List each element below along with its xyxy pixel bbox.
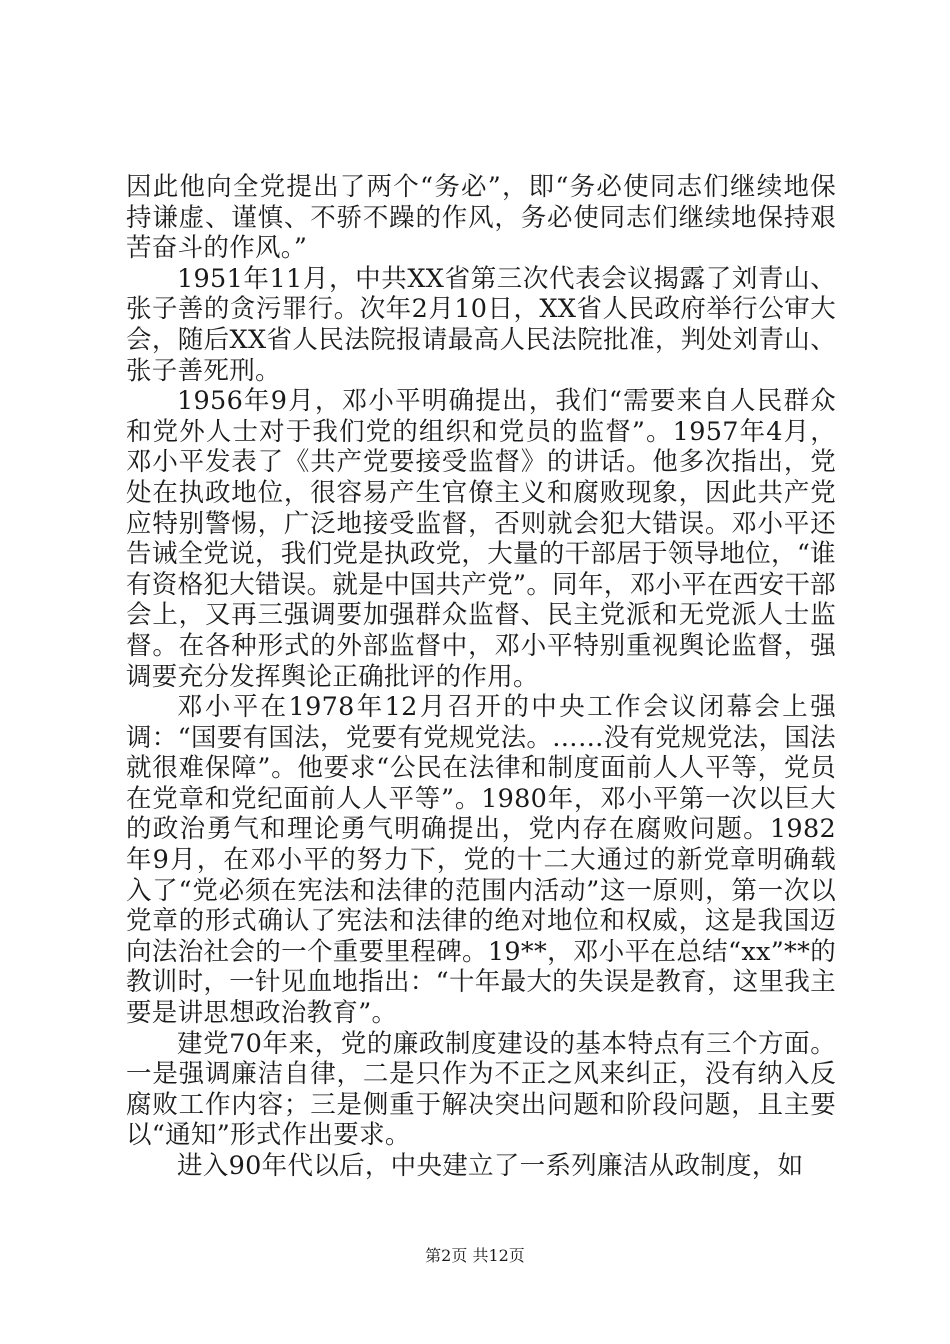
paragraph-6: 进入90年代以后，中央建立了一系列廉洁从政制度，如	[177, 1151, 804, 1181]
paragraph-4: 邓小平在1978年12月召开的中央工作会议闭幕会上强调：“国要有国法，党要有党规党法。……没有党规党法，国法就很难保障”。他要求“公民在法律和制度面前人人平等，党员在党章和党纪面前人人平等”。1980年，邓小平第一次以巨大的政治勇气和理论勇气明确提出，党内存在腐败问题。1982年9月，在邓小平的努力下，党的十二大通过的新党章明确载入了“党必须在宪法和法律的范围内活动”这一原则，第一次以党章的形式确认了宪法和法律的绝对地位和权威，这是我国迈向法治社会的一个重要里程碑。19**，邓小平在总结“xx”**的教训时，一针见血地指出：“十年最大的失误是教育，这里我主要是讲思想政治教育”。	[126, 692, 836, 1029]
paragraph-2: 1951年11月，中共XX省第三次代表会议揭露了刘青山、张子善的贪污罪行。次年2月10日，XX省人民政府举行公审大会，随后XX省人民法院报请最高人民法院批准，判处刘青山、张子善死刑。	[126, 263, 836, 386]
paragraph-1: 因此他向全党提出了两个“务必”，即“务必使同志们继续地保持谦虚、谨慎、不骄不躁的作风，务必使同志们继续地保持艰苦奋斗的作风。”	[126, 172, 836, 264]
paragraph-3: 1956年9月，邓小平明确提出，我们“需要来自人民群众和党外人士对于我们党的组织和党员的监督”。1957年4月，邓小平发表了《共产党要接受监督》的讲话。他多次指出，党处在执政地位，很容易产生官僚主义和腐败现象，因此共产党应特别警惕，广泛地接受监督，否则就会犯大错误。邓小平还告诫全党说，我们党是执政党，大量的干部居于领导地位，“谁有资格犯大错误。就是中国共产党”。同年，邓小平在西安干部会上，又再三强调要加强群众监督、民主党派和无党派人士监督。在各种形式的外部监督中，邓小平特别重视舆论监督，强调要充分发挥舆论正确批评的作用。	[126, 386, 836, 692]
paragraph-5: 建党70年来，党的廉政制度建设的基本特点有三个方面。一是强调廉洁自律，二是只作为不正之风来纠正，没有纳入反腐败工作内容；三是侧重于解决突出问题和阶段问题，且主要以“通知”形式作出要求。	[126, 1028, 836, 1151]
page-footer: 第2页 共12页	[425, 1246, 525, 1265]
document-body	[126, 172, 836, 1182]
